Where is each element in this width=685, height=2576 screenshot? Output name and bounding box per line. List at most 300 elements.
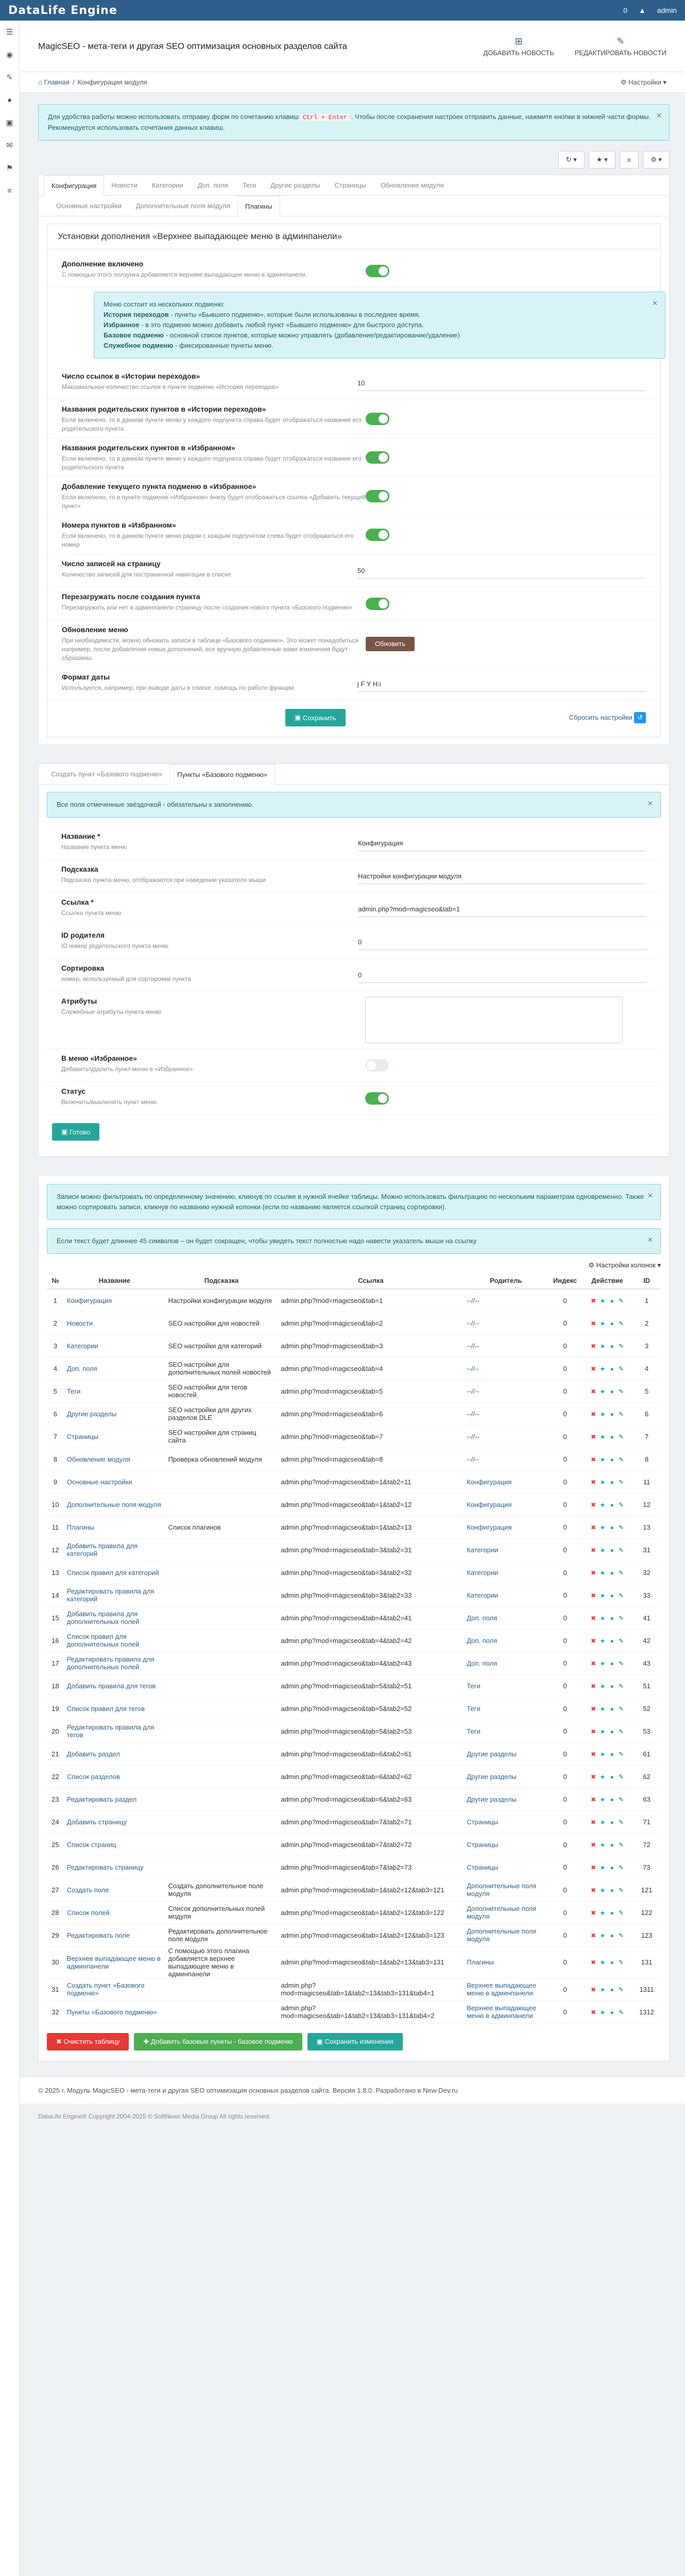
- edit-icon[interactable]: ✎: [619, 1433, 624, 1440]
- edit-icon[interactable]: ✎: [619, 1523, 624, 1531]
- edit-icon[interactable]: ✎: [619, 1705, 624, 1713]
- delete-icon[interactable]: ✖: [591, 1523, 596, 1531]
- favorite-icon[interactable]: ★: [600, 1863, 606, 1871]
- item-id: 61: [632, 1742, 661, 1765]
- edit-icon[interactable]: ✎: [619, 1591, 624, 1599]
- status-icon[interactable]: ●: [610, 1501, 614, 1509]
- item-name-link[interactable]: Список разделов: [64, 1765, 165, 1788]
- item-parent[interactable]: Страницы: [464, 1833, 548, 1856]
- settings-dropdown[interactable]: ⚙ Настройки ▾: [620, 78, 666, 86]
- item-link[interactable]: admin.php?mod=magicseo&tab=3&tab2=31: [278, 1538, 464, 1561]
- item-name-link[interactable]: Редактировать правила для дополнительных полей: [64, 1652, 165, 1674]
- edit-icon[interactable]: ✎: [619, 1297, 624, 1304]
- clear-table-button[interactable]: [47, 2033, 129, 2050]
- favorite-icon[interactable]: ★: [600, 1297, 606, 1304]
- favorite-icon[interactable]: ★: [600, 1773, 606, 1781]
- item-parent[interactable]: Дополнительные поля модуля: [464, 1924, 548, 1946]
- delete-icon[interactable]: ✖: [591, 1478, 596, 1486]
- item-link[interactable]: admin.php?mod=magicseo&tab=7: [278, 1425, 464, 1448]
- setting-input[interactable]: 50: [357, 563, 646, 579]
- delete-icon[interactable]: ✖: [591, 1750, 596, 1758]
- delete-icon[interactable]: ✖: [591, 1319, 596, 1327]
- item-parent[interactable]: --//--: [464, 1380, 548, 1402]
- favorite-icon[interactable]: ★: [600, 1705, 606, 1713]
- favorite-icon[interactable]: ★: [600, 1569, 606, 1577]
- tab-tabs_items-1[interactable]: Пункты «Базового подменю»: [169, 764, 275, 785]
- item-parent[interactable]: Другие разделы: [464, 1742, 548, 1765]
- status-icon[interactable]: ●: [610, 1986, 614, 1993]
- edit-icon[interactable]: ✎: [619, 1909, 624, 1917]
- breadcrumb-home[interactable]: Главная: [44, 78, 70, 86]
- edit-icon[interactable]: ✎: [619, 1455, 624, 1463]
- setting-input[interactable]: admin.php?mod=magicseo&tab=1: [358, 902, 646, 917]
- item-name-link[interactable]: Создать пункт «Базового подменю»: [64, 1978, 165, 2001]
- item-name-link[interactable]: Дополнительные поля модуля: [64, 1493, 165, 1516]
- edit-icon[interactable]: ✎: [619, 1319, 624, 1327]
- item-name-link[interactable]: Список правил для категорий: [64, 1561, 165, 1584]
- item-link[interactable]: admin.php?mod=magicseo&tab=1&tab2=12&tab3=122: [278, 1901, 464, 1924]
- status-icon[interactable]: ●: [610, 1863, 614, 1871]
- favorite-icon[interactable]: ★: [600, 2008, 606, 2016]
- edit-icon[interactable]: ✎: [619, 1886, 624, 1894]
- column-header[interactable]: Подсказка: [165, 1273, 278, 1289]
- edit-icon[interactable]: ✎: [619, 1501, 624, 1509]
- setting-input[interactable]: j F Y H:i: [357, 676, 646, 692]
- item-name-link[interactable]: Добавить страницу: [64, 1810, 165, 1833]
- item-name-link[interactable]: Доп. поля: [64, 1357, 165, 1380]
- favorite-icon[interactable]: ★: [600, 1410, 606, 1418]
- item-name-link[interactable]: Конфигурация: [64, 1289, 165, 1312]
- item-parent[interactable]: --//--: [464, 1448, 548, 1470]
- item-parent[interactable]: Конфигурация: [464, 1516, 548, 1538]
- item-link[interactable]: admin.php?mod=magicseo&tab=1&tab2=12&tab3=123: [278, 1924, 464, 1946]
- delete-icon[interactable]: ✖: [591, 1365, 596, 1372]
- item-link[interactable]: admin.php?mod=magicseo&tab=1&tab2=11: [278, 1470, 464, 1493]
- reset-settings-link[interactable]: [569, 712, 646, 723]
- delete-icon[interactable]: ✖: [591, 1614, 596, 1622]
- setting-input[interactable]: 0: [358, 968, 646, 983]
- sidebar-icon-0[interactable]: ☰: [6, 28, 13, 37]
- item-name-link[interactable]: Редактировать правила для тегов: [64, 1720, 165, 1742]
- enabled-toggle[interactable]: [366, 265, 389, 277]
- item-parent[interactable]: Конфигурация: [464, 1470, 548, 1493]
- item-link[interactable]: admin.php?mod=magicseo&tab=6&tab2=63: [278, 1788, 464, 1810]
- item-link[interactable]: admin.php?mod=magicseo&tab=1&tab2=13&tab3=131&tab4=1: [278, 1978, 464, 2001]
- item-parent[interactable]: --//--: [464, 1425, 548, 1448]
- item-link[interactable]: admin.php?mod=magicseo&tab=1: [278, 1289, 464, 1312]
- item-name-link[interactable]: Пункты «Базового подменю»: [64, 2001, 165, 2023]
- item-parent[interactable]: Верхнее выпадающее меню в админпанели: [464, 1978, 548, 2001]
- tab-tabs_main-0[interactable]: Конфигурация: [44, 175, 104, 196]
- edit-icon[interactable]: ✎: [619, 2008, 624, 2016]
- favorite-icon[interactable]: ★: [600, 1795, 606, 1803]
- column-header[interactable]: Название: [64, 1273, 165, 1289]
- status-icon[interactable]: ●: [610, 1365, 614, 1372]
- item-name-link[interactable]: Плагины: [64, 1516, 165, 1538]
- item-parent[interactable]: Теги: [464, 1720, 548, 1742]
- favorite-icon[interactable]: ★: [600, 1523, 606, 1531]
- item-link[interactable]: admin.php?mod=magicseo&tab=7&tab2=73: [278, 1856, 464, 1878]
- delete-icon[interactable]: ✖: [591, 1909, 596, 1917]
- favorite-icon[interactable]: ★: [600, 1433, 606, 1440]
- item-link[interactable]: admin.php?mod=magicseo&tab=1&tab2=13: [278, 1516, 464, 1538]
- column-header[interactable]: Действие: [582, 1273, 632, 1289]
- edit-icon[interactable]: ✎: [619, 1637, 624, 1645]
- item-parent[interactable]: Другие разделы: [464, 1788, 548, 1810]
- delete-icon[interactable]: ✖: [591, 1342, 596, 1350]
- item-link[interactable]: admin.php?mod=magicseo&tab=8: [278, 1448, 464, 1470]
- item-link[interactable]: admin.php?mod=magicseo&tab=4&tab2=42: [278, 1629, 464, 1652]
- favorite-icon[interactable]: ★: [600, 1750, 606, 1758]
- item-name-link[interactable]: Редактировать страницу: [64, 1856, 165, 1878]
- item-hint: Настройки конфигурации модуля: [165, 1289, 278, 1312]
- item-parent[interactable]: Страницы: [464, 1856, 548, 1878]
- favorite-icon[interactable]: ★: [600, 1501, 606, 1509]
- item-link[interactable]: admin.php?mod=magicseo&tab=3&tab2=32: [278, 1561, 464, 1584]
- delete-icon[interactable]: ✖: [591, 1637, 596, 1645]
- item-name-link[interactable]: Категории: [64, 1334, 165, 1357]
- tab-tabs_sub-0[interactable]: Основные настройки: [56, 202, 122, 210]
- item-parent[interactable]: Категории: [464, 1584, 548, 1606]
- sidebar-icon-5[interactable]: ✉: [6, 141, 13, 150]
- item-link[interactable]: admin.php?mod=magicseo&tab=4&tab2=41: [278, 1606, 464, 1629]
- favorites-button[interactable]: ★ ▾: [589, 151, 615, 168]
- delete-icon[interactable]: ✖: [591, 1773, 596, 1781]
- tab-tabs_main-2[interactable]: Категории: [151, 181, 183, 189]
- item-name-link[interactable]: Редактировать правила для категорий: [64, 1584, 165, 1606]
- delete-icon[interactable]: ✖: [591, 1795, 596, 1803]
- status-icon[interactable]: ●: [610, 1818, 614, 1826]
- column-header[interactable]: №: [47, 1273, 64, 1289]
- item-name-link[interactable]: Теги: [64, 1380, 165, 1402]
- status-icon[interactable]: ●: [610, 1750, 614, 1758]
- item-link[interactable]: admin.php?mod=magicseo&tab=1&tab2=12&tab3=121: [278, 1878, 464, 1901]
- edit-icon[interactable]: ✎: [619, 1569, 624, 1577]
- item-link[interactable]: admin.php?mod=magicseo&tab=4: [278, 1357, 464, 1380]
- item-parent[interactable]: Теги: [464, 1697, 548, 1720]
- item-parent[interactable]: Дополнительные поля модуля: [464, 1878, 548, 1901]
- item-name-link[interactable]: Верхнее выпадающее меню в админпанели: [64, 1946, 165, 1978]
- status-icon[interactable]: ●: [610, 1682, 614, 1690]
- item-link[interactable]: admin.php?mod=magicseo&tab=3: [278, 1334, 464, 1357]
- edit-icon[interactable]: ✎: [619, 1614, 624, 1622]
- tab-tabs_items-0[interactable]: Создать пункт «Базового подменю»: [51, 770, 163, 778]
- status-icon[interactable]: ●: [610, 1478, 614, 1486]
- favorite-icon[interactable]: ★: [600, 1727, 606, 1735]
- item-name-link[interactable]: Список правил для дополнительных полей: [64, 1629, 165, 1652]
- setting-toggle[interactable]: [366, 451, 389, 464]
- status-icon[interactable]: ●: [610, 1569, 614, 1577]
- item-name-link[interactable]: Добавить правила для дополнительных полей: [64, 1606, 165, 1629]
- close-icon[interactable]: ✕: [647, 800, 653, 807]
- status-icon[interactable]: ●: [610, 2008, 614, 2016]
- item-name-link[interactable]: Обновление модуля: [64, 1448, 165, 1470]
- status-icon[interactable]: ●: [610, 1297, 614, 1304]
- item-link[interactable]: admin.php?mod=magicseo&tab=2: [278, 1312, 464, 1334]
- delete-icon[interactable]: ✖: [591, 1818, 596, 1826]
- item-name-link[interactable]: Создать поле: [64, 1878, 165, 1901]
- delete-icon[interactable]: ✖: [591, 1297, 596, 1304]
- item-parent[interactable]: --//--: [464, 1357, 548, 1380]
- column-header[interactable]: ID: [632, 1273, 661, 1289]
- sidebar-icon-7[interactable]: ≡: [7, 186, 12, 195]
- item-link[interactable]: admin.php?mod=magicseo&tab=5&tab2=52: [278, 1697, 464, 1720]
- favorite-icon[interactable]: ★: [600, 1886, 606, 1894]
- status-icon[interactable]: ●: [610, 1727, 614, 1735]
- edit-icon[interactable]: ✎: [619, 1773, 624, 1781]
- delete-icon[interactable]: ✖: [591, 1387, 596, 1395]
- setting-input[interactable]: Настройки конфигурации модуля: [358, 869, 646, 884]
- item-parent[interactable]: --//--: [464, 1402, 548, 1425]
- favorite-icon[interactable]: ★: [600, 1319, 606, 1327]
- delete-icon[interactable]: ✖: [591, 1931, 596, 1939]
- edit-icon[interactable]: ✎: [619, 1795, 624, 1803]
- attributes-textarea[interactable]: [365, 997, 623, 1043]
- item-link[interactable]: admin.php?mod=magicseo&tab=1&tab2=13&tab3=131&tab4=2: [278, 2001, 464, 2023]
- sidebar-icon-3[interactable]: ●: [7, 95, 12, 105]
- favorite-icon[interactable]: ★: [600, 1546, 606, 1554]
- item-name-link[interactable]: Страницы: [64, 1425, 165, 1448]
- item-parent[interactable]: Доп. поля: [464, 1652, 548, 1674]
- setting-toggle[interactable]: [366, 529, 389, 541]
- sidebar-icon-6[interactable]: ⚑: [6, 164, 13, 173]
- item-link[interactable]: admin.php?mod=magicseo&tab=4&tab2=43: [278, 1652, 464, 1674]
- status-icon[interactable]: ●: [610, 1614, 614, 1622]
- add-base-items-button[interactable]: [134, 2033, 302, 2050]
- tab-tabs_sub-1[interactable]: Дополнительные поля модуля: [135, 202, 230, 210]
- edit-icon[interactable]: ✎: [619, 1931, 624, 1939]
- edit-icon[interactable]: ✎: [619, 1818, 624, 1826]
- tab-tabs_main-6[interactable]: Страницы: [334, 181, 366, 189]
- sidebar-icon-1[interactable]: ◉: [6, 50, 13, 59]
- item-name-link[interactable]: Добавить правила для категорий: [64, 1538, 165, 1561]
- status-icon[interactable]: ●: [610, 1433, 614, 1440]
- item-name-link[interactable]: Другие разделы: [64, 1402, 165, 1425]
- edit-icon[interactable]: ✎: [619, 1682, 624, 1690]
- favorite-icon[interactable]: ★: [600, 1818, 606, 1826]
- item-name-link[interactable]: Редактировать поле: [64, 1924, 165, 1946]
- top-action-1[interactable]: ▲: [639, 6, 646, 14]
- edit-icon[interactable]: ✎: [619, 1365, 624, 1372]
- favorite-icon[interactable]: ★: [600, 1478, 606, 1486]
- status-icon[interactable]: ●: [610, 1523, 614, 1531]
- column-header[interactable]: Индекс: [548, 1273, 582, 1289]
- edit-icon[interactable]: ✎: [619, 1986, 624, 1993]
- setting-toggle[interactable]: [366, 490, 389, 502]
- edit-icon[interactable]: ✎: [619, 1863, 624, 1871]
- setting-input[interactable]: Конфигурация: [358, 836, 646, 851]
- item-parent[interactable]: Доп. поля: [464, 1606, 548, 1629]
- delete-icon[interactable]: ✖: [591, 1863, 596, 1871]
- status-icon[interactable]: ●: [610, 1841, 614, 1849]
- add-news-button[interactable]: [484, 36, 554, 57]
- delete-icon[interactable]: ✖: [591, 1682, 596, 1690]
- delete-icon[interactable]: ✖: [591, 1959, 596, 1966]
- status-icon[interactable]: ●: [610, 1931, 614, 1939]
- status-icon[interactable]: ●: [610, 1455, 614, 1463]
- item-name-link[interactable]: Список правил для тегов: [64, 1697, 165, 1720]
- status-icon[interactable]: ●: [610, 1909, 614, 1917]
- delete-icon[interactable]: ✖: [591, 1501, 596, 1509]
- delete-icon[interactable]: ✖: [591, 1986, 596, 1993]
- status-icon[interactable]: ●: [610, 1959, 614, 1966]
- item-parent[interactable]: --//--: [464, 1334, 548, 1357]
- setting-toggle[interactable]: [365, 1092, 389, 1105]
- status-icon[interactable]: ●: [610, 1342, 614, 1350]
- close-icon[interactable]: ✕: [647, 1192, 653, 1199]
- item-index: 0: [548, 1810, 582, 1833]
- edit-icon[interactable]: ✎: [619, 1478, 624, 1486]
- item-parent[interactable]: Конфигурация: [464, 1493, 548, 1516]
- item-link[interactable]: admin.php?mod=magicseo&tab=5: [278, 1380, 464, 1402]
- favorite-icon[interactable]: ★: [600, 1614, 606, 1622]
- item-name-link[interactable]: Добавить правила для тегов: [64, 1674, 165, 1697]
- item-name-link[interactable]: Добавить раздел: [64, 1742, 165, 1765]
- status-icon[interactable]: ●: [610, 1319, 614, 1327]
- item-link[interactable]: admin.php?mod=magicseo&tab=6&tab2=61: [278, 1742, 464, 1765]
- tab-tabs_main-7[interactable]: Обновление модуля: [380, 181, 444, 189]
- column-header[interactable]: Ссылка: [278, 1273, 464, 1289]
- delete-icon[interactable]: ✖: [591, 1705, 596, 1713]
- favorite-icon[interactable]: ★: [600, 1637, 606, 1645]
- tab-tabs_main-4[interactable]: Теги: [242, 181, 256, 189]
- favorite-icon[interactable]: ★: [600, 1909, 606, 1917]
- edit-icon[interactable]: ✎: [619, 1750, 624, 1758]
- item-link[interactable]: admin.php?mod=magicseo&tab=6: [278, 1402, 464, 1425]
- top-action-0[interactable]: 0: [623, 6, 627, 14]
- tab-tabs_sub-2[interactable]: Плагины: [237, 196, 280, 216]
- favorite-icon[interactable]: ★: [600, 1931, 606, 1939]
- sidebar-icon-2[interactable]: ✎: [6, 73, 13, 82]
- favorite-icon[interactable]: ★: [600, 1986, 606, 1993]
- delete-icon[interactable]: ✖: [591, 1455, 596, 1463]
- item-parent[interactable]: Верхнее выпадающее меню в админпанели: [464, 2001, 548, 2023]
- favorite-icon[interactable]: ★: [600, 1342, 606, 1350]
- item-name-link[interactable]: Основные настройки: [64, 1470, 165, 1493]
- item-link[interactable]: admin.php?mod=magicseo&tab=3&tab2=33: [278, 1584, 464, 1606]
- item-parent[interactable]: Категории: [464, 1538, 548, 1561]
- edit-icon[interactable]: ✎: [619, 1410, 624, 1418]
- edit-icon[interactable]: ✎: [619, 1546, 624, 1554]
- setting-toggle[interactable]: [366, 413, 389, 425]
- tab-tabs_main-3[interactable]: Доп. поля: [197, 181, 228, 189]
- delete-icon[interactable]: ✖: [591, 1546, 596, 1554]
- delete-icon[interactable]: ✖: [591, 1841, 596, 1849]
- tab-tabs_main-5[interactable]: Другие разделы: [270, 181, 320, 189]
- delete-icon[interactable]: ✖: [591, 1886, 596, 1894]
- edit-icon[interactable]: ✎: [619, 1342, 624, 1350]
- status-icon[interactable]: ●: [610, 1546, 614, 1554]
- edit-icon[interactable]: ✎: [619, 1959, 624, 1966]
- item-link[interactable]: admin.php?mod=magicseo&tab=7&tab2=71: [278, 1810, 464, 1833]
- item-parent[interactable]: --//--: [464, 1312, 548, 1334]
- item-parent[interactable]: Плагины: [464, 1946, 548, 1978]
- item-parent[interactable]: Страницы: [464, 1810, 548, 1833]
- setting-input[interactable]: 0: [358, 935, 646, 950]
- brand-logo[interactable]: DataLife Engine: [8, 4, 117, 17]
- status-icon[interactable]: ●: [610, 1705, 614, 1713]
- setting-toggle[interactable]: [365, 1059, 389, 1072]
- favorite-icon[interactable]: ★: [600, 1365, 606, 1372]
- item-parent[interactable]: --//--: [464, 1289, 548, 1312]
- save-changes-button[interactable]: [307, 2033, 403, 2050]
- edit-icon[interactable]: ✎: [619, 1841, 624, 1849]
- status-icon[interactable]: ●: [610, 1387, 614, 1395]
- item-name-link[interactable]: Список страниц: [64, 1833, 165, 1856]
- edit-icon[interactable]: ✎: [619, 1727, 624, 1735]
- edit-news-button[interactable]: [575, 36, 666, 57]
- favorite-icon[interactable]: ★: [600, 1841, 606, 1849]
- status-icon[interactable]: ●: [610, 1659, 614, 1667]
- close-icon[interactable]: ✕: [647, 1236, 653, 1244]
- close-icon[interactable]: ✕: [656, 112, 662, 120]
- service-button[interactable]: ⚙ ▾: [643, 151, 670, 168]
- items-panel: [38, 764, 670, 1157]
- status-icon[interactable]: ●: [610, 1410, 614, 1418]
- item-link[interactable]: admin.php?mod=magicseo&tab=7&tab2=72: [278, 1833, 464, 1856]
- save-button[interactable]: [285, 709, 346, 726]
- delete-icon[interactable]: ✖: [591, 1659, 596, 1667]
- status-icon[interactable]: ●: [610, 1637, 614, 1645]
- sidebar-icon-4[interactable]: ▣: [6, 118, 13, 127]
- item-parent[interactable]: Дополнительные поля модуля: [464, 1901, 548, 1924]
- item-link[interactable]: admin.php?mod=magicseo&tab=5&tab2=51: [278, 1674, 464, 1697]
- item-link[interactable]: admin.php?mod=magicseo&tab=5&tab2=53: [278, 1720, 464, 1742]
- item-link[interactable]: admin.php?mod=magicseo&tab=1&tab2=13&tab3=131: [278, 1946, 464, 1978]
- menu-button[interactable]: ≡: [620, 151, 639, 168]
- delete-icon[interactable]: ✖: [591, 1433, 596, 1440]
- item-name-link[interactable]: Новости: [64, 1312, 165, 1334]
- setting-toggle[interactable]: [366, 598, 389, 610]
- delete-icon[interactable]: ✖: [591, 1410, 596, 1418]
- favorite-icon[interactable]: ★: [600, 1455, 606, 1463]
- close-icon[interactable]: ✕: [652, 299, 658, 307]
- item-parent[interactable]: Доп. поля: [464, 1629, 548, 1652]
- favorite-icon[interactable]: ★: [600, 1591, 606, 1599]
- submit-button[interactable]: [52, 1123, 99, 1141]
- delete-icon[interactable]: ✖: [591, 2008, 596, 2016]
- status-icon[interactable]: ●: [610, 1795, 614, 1803]
- item-name-link[interactable]: Список полей: [64, 1901, 165, 1924]
- item-name-link[interactable]: Редактировать раздел: [64, 1788, 165, 1810]
- top-action-2[interactable]: admin: [657, 6, 677, 14]
- favorite-icon[interactable]: ★: [600, 1659, 606, 1667]
- item-link[interactable]: admin.php?mod=magicseo&tab=6&tab2=62: [278, 1765, 464, 1788]
- tab-tabs_main-1[interactable]: Новости: [111, 181, 138, 189]
- item-parent[interactable]: Теги: [464, 1674, 548, 1697]
- favorite-icon[interactable]: ★: [600, 1387, 606, 1395]
- favorite-icon[interactable]: ★: [600, 1682, 606, 1690]
- status-icon[interactable]: ●: [610, 1591, 614, 1599]
- status-icon[interactable]: ●: [610, 1886, 614, 1894]
- setting-input[interactable]: 10: [357, 376, 646, 391]
- item-link[interactable]: admin.php?mod=magicseo&tab=1&tab2=12: [278, 1493, 464, 1516]
- column-header[interactable]: Родитель: [464, 1273, 548, 1289]
- item-parent[interactable]: Категории: [464, 1561, 548, 1584]
- delete-icon[interactable]: ✖: [591, 1591, 596, 1599]
- column-settings-label: Настройки колонок: [596, 1261, 656, 1269]
- refresh-menu-button[interactable]: Обновить: [366, 637, 415, 651]
- column-settings[interactable]: ⚙ Настройки колонок ▾: [588, 1261, 661, 1269]
- edit-icon[interactable]: ✎: [619, 1659, 624, 1667]
- delete-icon[interactable]: ✖: [591, 1727, 596, 1735]
- history-button[interactable]: ↻ ▾: [558, 151, 585, 168]
- status-icon[interactable]: ●: [610, 1773, 614, 1781]
- delete-icon[interactable]: ✖: [591, 1569, 596, 1577]
- favorite-icon[interactable]: ★: [600, 1959, 606, 1966]
- edit-icon[interactable]: ✎: [619, 1387, 624, 1395]
- item-parent[interactable]: Другие разделы: [464, 1765, 548, 1788]
